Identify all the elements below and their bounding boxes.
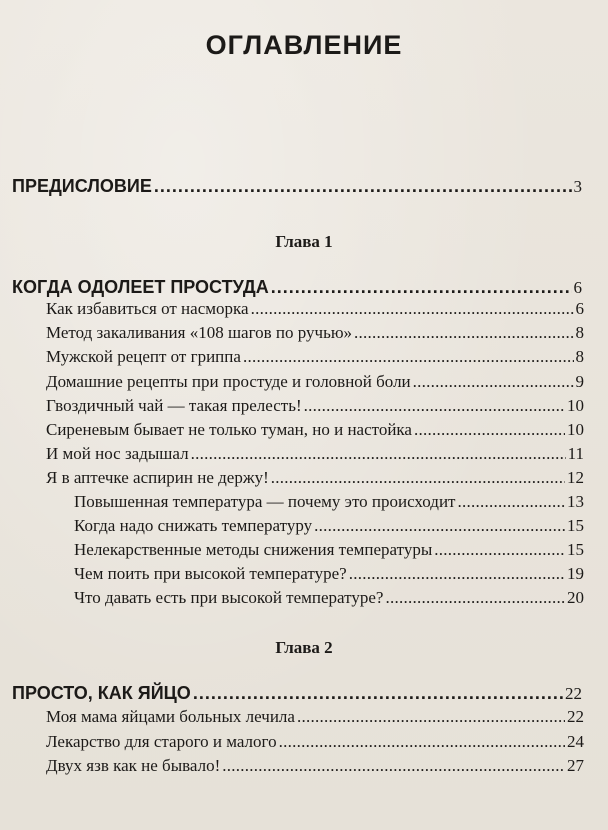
toc-leader-dots (191, 444, 566, 464)
toc-page-number: 15 (567, 540, 584, 559)
toc-entry-label: Моя мама яйцами больных лечила (46, 707, 295, 726)
chapter-heading: Глава 1 (275, 232, 333, 251)
toc-entry[interactable] (46, 732, 584, 752)
toc-entry[interactable] (46, 396, 584, 416)
toc-page-number: 20 (567, 588, 584, 607)
toc-page-number: 22 (567, 707, 584, 726)
toc-subentry[interactable] (74, 516, 584, 536)
toc-subentry-label: Повышенная температура — почему это происходит (74, 492, 456, 511)
toc-entry[interactable] (46, 707, 584, 727)
toc-page-number: 8 (575, 347, 584, 366)
toc-page-number: 6 (573, 278, 582, 297)
toc-section-label: КОГДА ОДОЛЕЕТ ПРОСТУДА (12, 277, 269, 297)
toc-subentry-label: Чем поить при высокой температуре? (74, 564, 347, 583)
toc-leader-dots (297, 707, 565, 727)
toc-leader-dots (251, 299, 574, 319)
toc-entry[interactable] (46, 323, 584, 343)
toc-subentry[interactable] (74, 492, 584, 512)
toc-leader-dots (457, 492, 565, 512)
toc-leader-dots (271, 468, 565, 488)
toc-leader-dots (414, 420, 565, 440)
toc-entry-label: И мой нос задышал (46, 444, 189, 463)
toc-entry[interactable] (46, 372, 584, 392)
chapter-heading: Глава 2 (275, 638, 333, 657)
toc-page-number: 13 (567, 492, 584, 511)
toc-subentry[interactable] (74, 540, 584, 560)
toc-subentry-label: Нелекарственные методы снижения температуры (74, 540, 433, 559)
toc-page-number: 19 (567, 564, 584, 583)
toc-page-number: 12 (567, 468, 584, 487)
toc-entry[interactable] (46, 756, 584, 776)
toc-leader-dots (243, 347, 574, 367)
toc-entry-label: Мужской рецепт от гриппа (46, 347, 241, 366)
toc-leader-dots (154, 176, 572, 197)
toc-entry[interactable] (46, 468, 584, 488)
toc-entry-label: Двух язв как не бывало! (46, 756, 221, 775)
toc-preface[interactable] (12, 176, 582, 197)
toc-leader-dots (349, 564, 565, 584)
toc-section[interactable] (12, 683, 582, 704)
toc-entry[interactable] (46, 444, 584, 464)
toc-page-number: 9 (575, 372, 584, 391)
toc-section-label: ПРЕДИСЛОВИЕ (12, 176, 152, 196)
toc-page-number: 27 (567, 756, 584, 775)
toc-subentry-label: Когда надо снижать температуру (74, 516, 313, 535)
toc-leader-dots (385, 588, 565, 608)
toc-page-number: 22 (565, 684, 582, 703)
toc-page-number: 15 (567, 516, 584, 535)
toc-page-number: 11 (567, 444, 584, 463)
toc-leader-dots (434, 540, 565, 560)
toc-section-label: ПРОСТО, КАК ЯЙЦО (12, 683, 191, 703)
toc-entry-label: Домашние рецепты при простуде и головной боли (46, 372, 411, 391)
toc-entry-label: Метод закаливания «108 шагов по ручью» (46, 323, 353, 342)
toc-leader-dots (314, 516, 565, 536)
toc-entry[interactable] (46, 347, 584, 367)
toc-leader-dots (222, 756, 565, 776)
toc-leader-dots (193, 683, 563, 704)
toc-page-number: 24 (567, 732, 584, 751)
toc-leader-dots (271, 277, 572, 298)
toc-entry-label: Сиреневым бывает не только туман, но и настойка (46, 420, 412, 439)
toc-subentry-label: Что давать есть при высокой температуре? (74, 588, 384, 607)
toc-page-number: 10 (567, 420, 584, 439)
toc-leader-dots (279, 732, 565, 752)
toc-page-number: 8 (575, 323, 584, 342)
toc-entry[interactable] (46, 299, 584, 319)
toc-section[interactable] (12, 277, 582, 298)
toc-page-number: 6 (575, 299, 584, 318)
toc-entry-label: Я в аптечке аспирин не держу! (46, 468, 269, 487)
toc-entry[interactable] (46, 420, 584, 440)
toc-leader-dots (304, 396, 565, 416)
toc-entry-label: Как избавиться от насморка (46, 299, 249, 318)
toc-subentry[interactable] (74, 588, 584, 608)
toc-subentry[interactable] (74, 564, 584, 584)
toc-leader-dots (413, 372, 574, 392)
toc-leader-dots (354, 323, 573, 343)
toc-entry-label: Лекарство для старого и малого (46, 732, 277, 751)
toc-page-number: 3 (573, 177, 582, 196)
page-title: ОГЛАВЛЕНИЕ (205, 30, 403, 60)
toc-page-number: 10 (567, 396, 584, 415)
toc-entry-label: Гвоздичный чай — такая прелесть! (46, 396, 302, 415)
